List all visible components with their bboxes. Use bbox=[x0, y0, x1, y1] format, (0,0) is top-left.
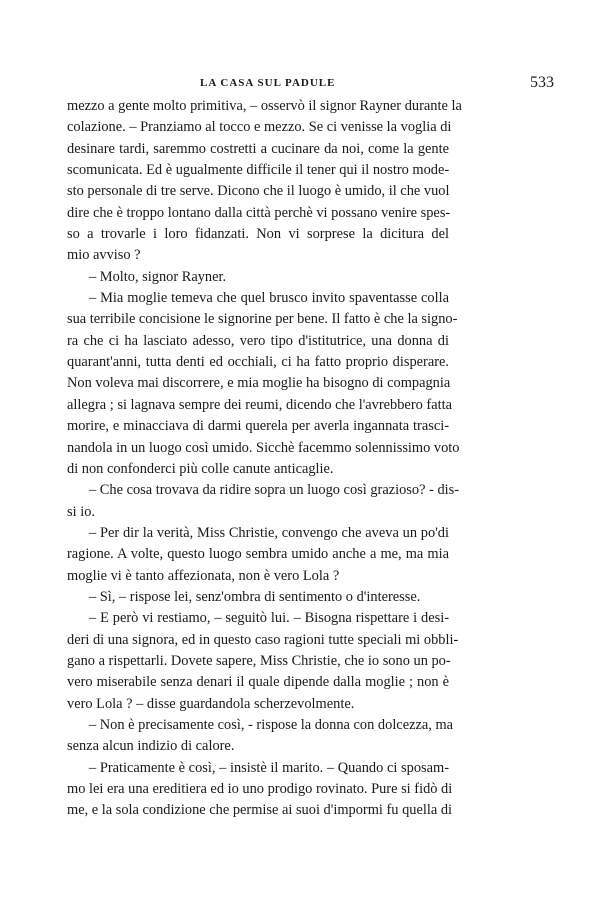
text-line: morire, e minacciava di darmi querela per averla ingannata trasci- bbox=[67, 418, 449, 435]
page-number: 533 bbox=[530, 74, 554, 91]
text-line: senza alcun indizio di calore. bbox=[67, 738, 235, 755]
text-line: so a trovarle i loro fidanzati. Non vi sorprese la dicitura del bbox=[67, 226, 449, 243]
text-line: vero Lola ? – disse guardandola scherzevolmente. bbox=[67, 695, 355, 712]
text-line: sto personale di tre serve. Dicono che il luogo è umido, il che vuol bbox=[67, 183, 450, 200]
text-line: mo lei era una ereditiera ed io uno prodigo rovinato. Pure si fidò di bbox=[67, 781, 453, 797]
text-line: mezzo a gente molto primitiva, – osservò il signor Rayner durante la bbox=[67, 98, 462, 114]
text-line: gano a rispettarli. Dovete sapere, Miss Christie, che io sono un po- bbox=[67, 652, 451, 669]
text-line: – Mia moglie temeva che quel brusco invito spaventasse colla bbox=[89, 290, 449, 307]
text-line: di non confonderci più colle canute anticaglie. bbox=[67, 460, 334, 477]
text-line: – Sì, – rispose lei, senz'ombra di sentimento o d'interesse. bbox=[89, 588, 421, 605]
text-line: quarant'anni, tutta denti ed occhiali, ci ha fatto proprio disperare. bbox=[67, 354, 449, 371]
text-line: – Praticamente è così, – insistè il marito. – Quando ci sposam- bbox=[89, 759, 449, 776]
text-line: Non voleva mai discorrere, e mia moglie ha bisogno di compagnia bbox=[67, 375, 451, 392]
text-line: dire che è troppo lontano dalla città perchè vi possano venire spes- bbox=[67, 204, 451, 221]
text-line: – Molto, signor Rayner. bbox=[89, 268, 227, 285]
text-line: – Per dir la verità, Miss Christie, convengo che aveva un po'di bbox=[89, 524, 449, 541]
text-line: – E però vi restiamo, – seguitò lui. – Bisogna rispettare i desi- bbox=[89, 610, 449, 627]
text-line: ragione. A volte, questo luogo sembra umido anche a me, ma mia bbox=[67, 546, 449, 563]
text-line: moglie vi è tanto affezionata, non è vero Lola ? bbox=[67, 567, 340, 584]
text-line: si io. bbox=[67, 503, 95, 520]
text-line: desinare tardi, saremmo costretti a cucinare da noi, come la gente bbox=[67, 140, 449, 157]
text-line: – Che cosa trovava da ridire sopra un luogo così grazioso? - dis- bbox=[89, 482, 460, 499]
text-line: sua terribile concisione le signorine per bene. Il fatto è che la signo- bbox=[67, 311, 458, 328]
text-line: – Non è precisamente così, - rispose la donna con dolcezza, ma bbox=[89, 716, 454, 733]
body-text bbox=[67, 96, 462, 822]
text-line: allegra ; si lagnava sempre dei reumi, dicendo che l'avrebbero fatta bbox=[67, 396, 452, 413]
text-line: me, e la sola condizione che permise ai suoi d'impormi fu quella di bbox=[67, 802, 453, 819]
text-line: mio avviso ? bbox=[67, 247, 141, 264]
running-title: LA CASA SUL PADULE bbox=[200, 77, 336, 89]
text-line: colazione. – Pranziamo al tocco e mezzo. Se ci venisse la voglia di bbox=[67, 119, 452, 136]
text-line: ra che ci ha lasciato adesso, vero tipo d'istitutrice, una donna di bbox=[67, 332, 449, 349]
text-line: deri di una signora, ed in questo caso ragioni tutte speciali mi obbli- bbox=[67, 631, 459, 648]
text-line: scomunicata. Ed è ugualmente difficile il tener qui il nostro mode- bbox=[67, 162, 450, 179]
text-line: vero miserabile senza denari il quale dipende dalla moglie ; non è bbox=[67, 674, 449, 691]
text-line: nandola in un luogo così umido. Sicchè facemmo solennissimo voto bbox=[67, 439, 460, 456]
